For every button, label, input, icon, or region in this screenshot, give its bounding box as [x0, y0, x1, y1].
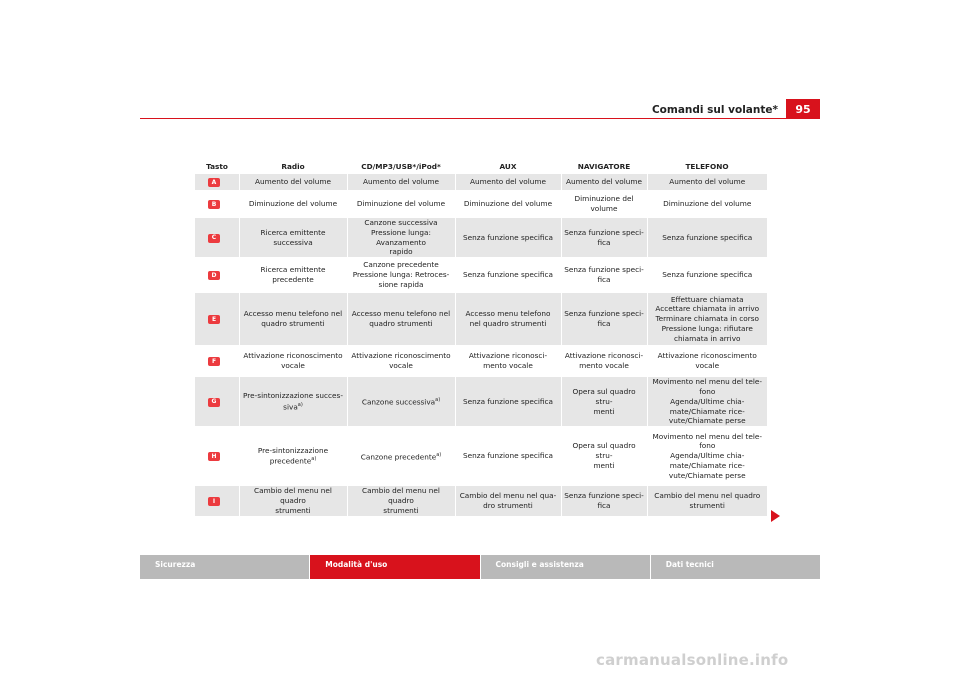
cell-text: menti: [593, 461, 615, 471]
table-cell: [561, 486, 647, 515]
cell-line: [458, 501, 559, 511]
table-cell: [455, 257, 561, 293]
cell-line: [650, 416, 766, 426]
cell-text: Canzone successiva: [364, 218, 438, 227]
table-cell: [455, 293, 561, 345]
footer-tab-sicurezza[interactable]: Sicurezza: [140, 555, 309, 579]
cell-line: [564, 309, 645, 319]
cell-text: Pressione lunga: Avanzamento: [371, 227, 431, 247]
column-header: NAVIGATORE: [561, 159, 647, 174]
cell-text: fica: [597, 237, 611, 247]
table-row: [195, 257, 767, 293]
cell-text: mate/Chiamate rice-: [669, 461, 745, 471]
cell-text: Ricerca emittente precedente: [260, 265, 326, 285]
cell-line: [564, 461, 645, 471]
cell-line: [458, 319, 559, 329]
cell-text: Pressione lunga: rifiutare: [661, 324, 753, 334]
cell-text: volume: [590, 204, 618, 213]
cell-line: [242, 228, 345, 248]
cell-text: quadro strumenti: [369, 319, 433, 329]
table-cell: [647, 218, 767, 257]
cell-line: [350, 247, 453, 257]
table-row: [195, 377, 767, 426]
cell-text: Diminuzione del volume: [248, 199, 338, 209]
page-number: 95: [786, 99, 820, 119]
table-row: [195, 174, 767, 190]
table-cell: [239, 293, 347, 345]
cell-text: fica: [597, 275, 611, 285]
cell-line: [242, 351, 345, 361]
footer-nav: [140, 555, 820, 579]
cell-line: [564, 265, 645, 275]
cell-text: Accettare chiamata in arrivo: [655, 304, 760, 314]
table-cell: [647, 190, 767, 218]
key-cell: [195, 377, 239, 426]
key-badge: A: [208, 178, 220, 187]
cell-text: strumenti: [383, 505, 419, 515]
cell-text: Accesso menu telefono nel: [243, 309, 343, 319]
cell-line: [350, 270, 453, 280]
table-cell: [347, 190, 455, 218]
table-row: [195, 345, 767, 377]
column-header: CD/MP3/USB*/iPod*: [347, 159, 455, 174]
cell-text: fono: [699, 386, 716, 396]
cell-text: Attivazione riconoscimento: [351, 351, 451, 361]
cell-text: Agenda/Ultime chia-: [670, 396, 745, 406]
cell-line: [242, 446, 345, 456]
cell-text: Attivazione riconoscimento: [657, 351, 757, 361]
cell-line: [350, 309, 453, 319]
table-cell: [647, 377, 767, 426]
cell-line: [650, 324, 766, 334]
cell-text: Diminuzione del: [574, 194, 634, 204]
cell-text: Canzone successiva: [361, 397, 436, 407]
cell-line: [650, 314, 766, 324]
cell-text: Aumento del volume: [566, 177, 642, 187]
cell-text: Ricerca emittente successiva: [260, 227, 326, 247]
cell-text: Accesso menu telefono nel: [351, 309, 451, 319]
cell-text: rapido: [389, 247, 413, 257]
cell-line: [564, 407, 645, 417]
cell-line: [350, 396, 453, 407]
table-cell: [347, 257, 455, 293]
cell-line: [564, 387, 645, 407]
section-title: Comandi sul volante*: [651, 104, 778, 116]
cell-line: [350, 218, 453, 228]
cell-line: [650, 361, 766, 371]
cell-line: [458, 491, 559, 501]
cell-text: Senza funzione speci-: [564, 491, 644, 501]
cell-text: mento vocale: [579, 361, 629, 371]
table-cell: [347, 486, 455, 515]
table-cell: [561, 377, 647, 426]
table-cell: [239, 486, 347, 515]
cell-line: [650, 407, 766, 417]
table-cell: [239, 426, 347, 486]
cell-text: precedente: [269, 456, 312, 466]
table-cell: [347, 345, 455, 377]
cell-line: [650, 334, 766, 344]
key-cell: [195, 345, 239, 377]
cell-text: Attivazione riconosci-: [564, 351, 644, 361]
table-cell: [647, 174, 767, 190]
cell-text: Senza funzione speci-: [564, 227, 644, 237]
table-cell: [561, 293, 647, 345]
cell-text: Canzone precedente: [360, 451, 437, 461]
cell-line: [650, 199, 766, 209]
column-header: AUX: [455, 159, 561, 174]
table-row: [195, 426, 767, 486]
cell-line: [650, 304, 766, 314]
table-cell: [455, 218, 561, 257]
cell-line: [564, 361, 645, 371]
cell-line: [564, 204, 645, 214]
table-cell: [647, 257, 767, 293]
footer-tab-dati-tecnici[interactable]: Dati tecnici: [650, 555, 820, 579]
cell-text: Senza funzione speci-: [564, 309, 644, 319]
cell-text: Diminuzione del volume: [663, 199, 752, 209]
cell-line: [350, 280, 453, 290]
table-cell: [561, 218, 647, 257]
key-cell: [195, 218, 239, 257]
cell-line: [564, 501, 645, 511]
table-cell: [239, 257, 347, 293]
cell-text: Senza funzione specifica: [463, 451, 553, 461]
cell-line: [650, 387, 766, 397]
cell-text: fica: [597, 500, 611, 510]
cell-line: [650, 491, 766, 501]
cell-text: Senza funzione specifica: [662, 232, 753, 242]
cell-text: quadro strumenti: [261, 319, 325, 329]
cell-line: [650, 233, 766, 243]
table-cell: [561, 190, 647, 218]
key-cell: [195, 426, 239, 486]
cell-text: Opera sul quadro stru-: [572, 386, 636, 406]
cell-line: [350, 486, 453, 506]
cell-line: [242, 309, 345, 319]
cell-line: [458, 199, 559, 209]
cell-text: Pre-sintonizzazione succes-: [243, 391, 343, 401]
cell-text: Senza funzione specifica: [463, 232, 553, 242]
cell-text: Canzone precedente: [363, 260, 439, 270]
key-badge: H: [208, 452, 220, 461]
cell-line: [564, 228, 645, 238]
footnote-mark: a): [436, 451, 442, 458]
cell-text: chiamata in arrivo: [674, 333, 741, 343]
cell-text: Accesso menu telefono: [465, 309, 551, 319]
cell-line: [350, 351, 453, 361]
cell-line: [458, 270, 559, 280]
footer-tab-consigli[interactable]: Consigli e assistenza: [480, 555, 650, 579]
key-cell: [195, 257, 239, 293]
cell-line: [242, 401, 345, 412]
table-cell: [239, 218, 347, 257]
table-cell: [561, 426, 647, 486]
cell-line: [650, 461, 766, 471]
cell-line: [564, 351, 645, 361]
key-badge: F: [208, 357, 220, 366]
cell-line: [650, 432, 766, 442]
table-cell: [455, 377, 561, 426]
cell-line: [458, 177, 559, 187]
cell-text: Cambio del menu nel quadro: [362, 486, 440, 505]
cell-text: Agenda/Ultime chia-: [670, 451, 745, 461]
cell-text: Cambio del menu nel quadro: [654, 491, 761, 501]
table-cell: [239, 190, 347, 218]
cell-line: [650, 270, 766, 280]
cell-text: mento vocale: [483, 361, 533, 371]
cell-line: [564, 275, 645, 285]
cell-line: [242, 506, 345, 516]
cell-line: [458, 233, 559, 243]
cell-text: menti: [593, 406, 615, 416]
table-cell: [647, 486, 767, 515]
cell-line: [650, 295, 766, 305]
table-row: [195, 190, 767, 218]
key-badge: C: [208, 234, 220, 243]
table-cell: [647, 293, 767, 345]
key-badge: D: [208, 271, 220, 280]
key-badge: E: [208, 315, 220, 324]
cell-text: strumenti: [275, 505, 311, 515]
footnote-mark: a): [311, 456, 317, 463]
key-badge: B: [208, 200, 220, 209]
cell-line: [564, 319, 645, 329]
cell-line: [350, 260, 453, 270]
cell-line: [242, 265, 345, 285]
cell-line: [242, 486, 345, 506]
header-divider: [140, 118, 820, 119]
table-cell: [561, 174, 647, 190]
cell-text: vocale: [389, 361, 413, 371]
footnote-mark: a): [435, 397, 441, 404]
cell-line: [350, 319, 453, 329]
table-row: [195, 486, 767, 515]
watermark: carmanualsonline.info: [596, 651, 789, 669]
table-cell: [347, 426, 455, 486]
cell-line: [650, 397, 766, 407]
table-cell: [239, 345, 347, 377]
cell-line: [242, 177, 345, 187]
footer-tab-modalita-uso[interactable]: Modalità d'uso: [309, 555, 479, 579]
table-cell: [455, 190, 561, 218]
key-cell: [195, 190, 239, 218]
cell-line: [458, 397, 559, 407]
table-cell: [347, 293, 455, 345]
cell-line: [564, 238, 645, 248]
cell-text: mate/Chiamate rice-: [669, 406, 745, 416]
cell-text: Attivazione riconoscimento: [243, 351, 343, 361]
cell-text: Senza funzione speci-: [564, 265, 644, 275]
steering-controls-table: [195, 159, 767, 516]
cell-text: Opera sul quadro stru-: [572, 441, 636, 461]
cell-text: sione rapida: [378, 280, 424, 290]
next-page-arrow-icon[interactable]: [771, 510, 780, 522]
cell-text: fica: [597, 319, 611, 329]
cell-line: [564, 194, 645, 204]
table-cell: [455, 174, 561, 190]
cell-line: [242, 455, 345, 466]
table-body: [195, 174, 767, 516]
cell-line: [350, 177, 453, 187]
cell-text: Senza funzione specifica: [463, 396, 553, 406]
cell-text: Diminuzione del volume: [356, 199, 446, 209]
table-cell: [455, 345, 561, 377]
cell-line: [650, 471, 766, 481]
cell-line: [242, 391, 345, 401]
key-cell: [195, 486, 239, 515]
cell-text: Pre-sintonizzazione: [257, 445, 329, 455]
cell-text: fono: [699, 441, 716, 451]
cell-text: Movimento nel menu del tele-: [652, 377, 763, 387]
table-cell: [347, 218, 455, 257]
cell-line: [650, 451, 766, 461]
cell-text: Pressione lunga: Retroces-: [352, 270, 450, 280]
key-badge: G: [208, 398, 220, 407]
cell-line: [650, 351, 766, 361]
table-cell: [455, 426, 561, 486]
key-cell: [195, 174, 239, 190]
cell-text: vute/Chiamate perse: [668, 470, 746, 480]
cell-line: [350, 199, 453, 209]
cell-text: nel quadro strumenti: [469, 319, 547, 329]
cell-text: Senza funzione specifica: [463, 270, 553, 280]
table-header-row: [195, 159, 767, 174]
cell-text: Aumento del volume: [255, 177, 331, 187]
cell-line: [650, 377, 766, 387]
cell-line: [350, 361, 453, 371]
cell-line: [350, 451, 453, 462]
cell-line: [458, 351, 559, 361]
cell-text: vute/Chiamate perse: [668, 416, 746, 426]
table-cell: [455, 486, 561, 515]
cell-line: [650, 441, 766, 451]
table-row: [195, 293, 767, 345]
table-cell: [347, 377, 455, 426]
cell-line: [458, 361, 559, 371]
cell-text: Terminare chiamata in corso: [655, 314, 760, 324]
column-header: Radio: [239, 159, 347, 174]
column-header: TELEFONO: [647, 159, 767, 174]
cell-line: [242, 361, 345, 371]
table-cell: [647, 426, 767, 486]
cell-line: [350, 506, 453, 516]
cell-line: [650, 501, 766, 511]
cell-line: [242, 319, 345, 329]
table-row: [195, 218, 767, 257]
table-cell: [347, 174, 455, 190]
cell-line: [564, 491, 645, 501]
cell-text: Movimento nel menu del tele-: [652, 431, 763, 441]
cell-text: vocale: [281, 361, 305, 371]
table-cell: [561, 345, 647, 377]
cell-text: Senza funzione specifica: [662, 270, 753, 280]
cell-text: vocale: [695, 361, 720, 371]
cell-text: strumenti: [689, 500, 725, 510]
cell-text: Cambio del menu nel quadro: [254, 486, 332, 505]
cell-line: [650, 177, 766, 187]
table-cell: [561, 257, 647, 293]
cell-text: Diminuzione del volume: [463, 199, 553, 209]
cell-line: [242, 199, 345, 209]
cell-text: Aumento del volume: [470, 177, 546, 187]
cell-text: Cambio del menu nel qua-: [459, 491, 557, 501]
cell-line: [458, 309, 559, 319]
cell-text: Aumento del volume: [363, 177, 439, 187]
key-cell: [195, 293, 239, 345]
table-cell: [647, 345, 767, 377]
cell-text: siva: [283, 402, 298, 412]
cell-text: Effettuare chiamata: [670, 294, 744, 304]
table-cell: [239, 174, 347, 190]
cell-line: [564, 441, 645, 461]
cell-text: dro strumenti: [483, 500, 533, 510]
key-badge: I: [208, 497, 220, 506]
cell-text: Attivazione riconosci-: [468, 351, 548, 361]
cell-line: [458, 451, 559, 461]
footnote-mark: a): [297, 401, 303, 408]
cell-line: [350, 228, 453, 248]
column-header: Tasto: [195, 159, 239, 174]
cell-line: [564, 177, 645, 187]
cell-text: Aumento del volume: [669, 177, 746, 187]
table-cell: [239, 377, 347, 426]
